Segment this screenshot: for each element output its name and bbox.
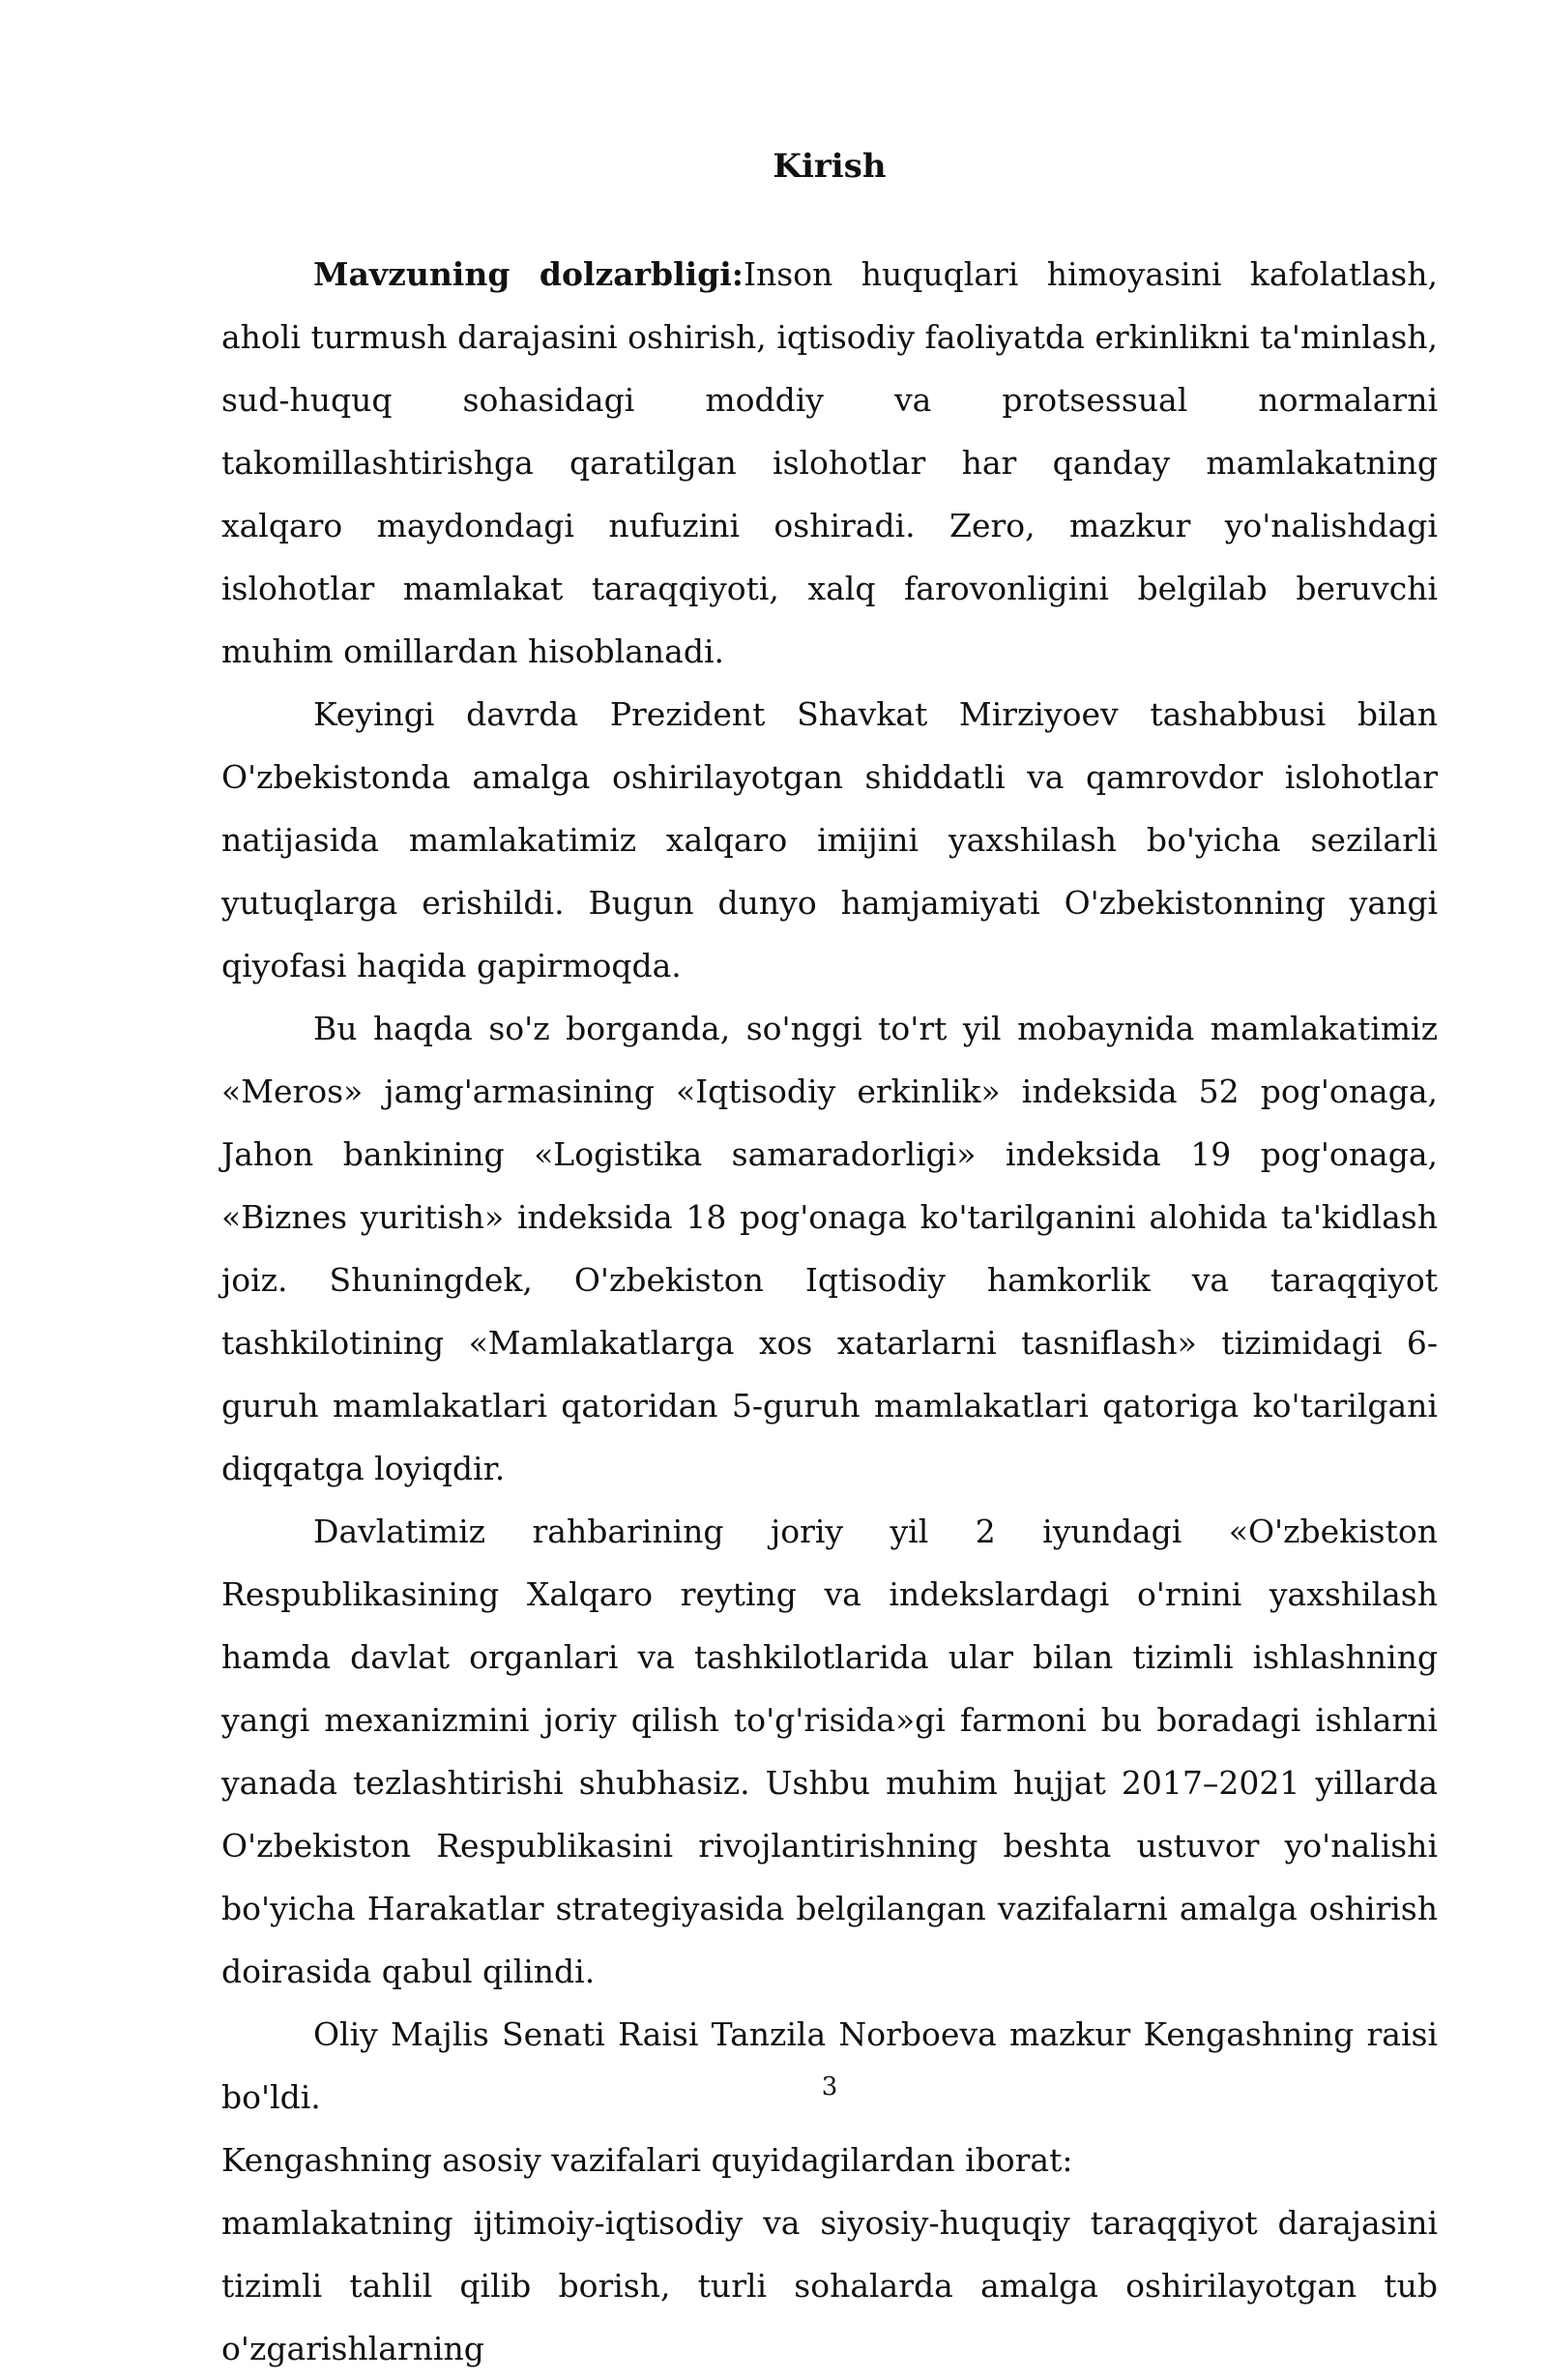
paragraph-reforms: Keyingi davrda Prezident Shavkat Mirziyoev tashabbusi bilan O'zbekistonda amalga oshirilayotgan shiddatli va qamrovdor islohotlar natijasida mamlakatimiz xalqaro imijini yaxshilash bo'yicha sezilarli yutuqlarga erishildi. Bugun dunyo hamjamiyati O'zbekistonning yangi qiyofasi haqida gapirmoqda.	[221, 694, 1438, 984]
paragraph-council-chair: Oliy Majlis Senati Raisi Tanzila Norboeva mazkur Kengashning raisi bo'ldi.	[221, 2014, 1438, 2116]
paragraph-decree: Davlatimiz rahbarining joriy yil 2 iyundagi «O'zbekiston Respublikasining Xalqaro reyting va indekslardagi o'rnini yaxshilash hamda davlat organlari va tashkilotlarida ular bilan tizimli ishlashning yangi mexanizmini joriy qilish to'g'risida»gi farmoni bu boradagi ishlarni yanada tezlashtirishi shubhasiz. Ushbu muhim hujjat 2017–2021 yillarda O'zbekiston Respublikasini rivojlantirishning beshta ustuvor yo'nalishi bo'yicha Harakatlar strategiyasida belgilangan vazifalarni amalga oshirish doirasida qabul qilindi.	[221, 1512, 1438, 1990]
paragraph-relevance	[221, 243, 1438, 683]
page-number: 3	[821, 2072, 838, 2101]
document-body	[221, 135, 1438, 2380]
page-title: Kirish	[773, 147, 887, 186]
relevance-heading: Mavzuning dolzarbligi:	[313, 254, 744, 293]
relevance-text: Inson huquqlari himoyasini kafolatlash, aholi turmush darajasini oshirish, iqtisodiy faoliyatda erkinlikni ta'minlash, sud-huquq sohasidagi moddiy va protsessual normalarni takomillashtirishga qaratilgan islohotlar har qanday mamlakatning xalqaro maydondagi nufuzini oshiradi. Zero, mazkur yo'nalishdagi islohotlar mamlakat taraqqiyoti, xalq farovonligini belgilab beruvchi muhim omillardan hisoblanadi.	[221, 254, 1438, 670]
paragraph-task-item: mamlakatning ijtimoiy-iqtisodiy va siyosiy-huquqiy taraqqiyot darajasini tizimli tahlil qilib borish, turli sohalarda amalga oshirilayotgan tub o'zgarishlarning	[221, 2203, 1438, 2367]
paragraph-council-tasks: Kengashning asosiy vazifalari quyidagilardan iborat:	[221, 2140, 1073, 2179]
paragraph-indices: Bu haqda so'z borganda, so'nggi to'rt yil mobaynida mamlakatimiz «Meros» jamg'armasining «Iqtisodiy erkinlik» indeksida 52 pog'onaga, Jahon bankining «Logistika samaradorligi» indeksida 19 pog'onaga, «Biznes yuritish» indeksida 18 pog'onaga ko'tarilganini alohida ta'kidlash joiz. Shuningdek, O'zbekiston Iqtisodiy hamkorlik va taraqqiyot tashkilotining «Mamlakatlarga xos xatarlarni tasniflash» tizimidagi 6-guruh mamlakatlari qatoridan 5-guruh mamlakatlari qatoriga ko'tarilgani diqqatga loyiqdir.	[221, 1009, 1438, 1487]
